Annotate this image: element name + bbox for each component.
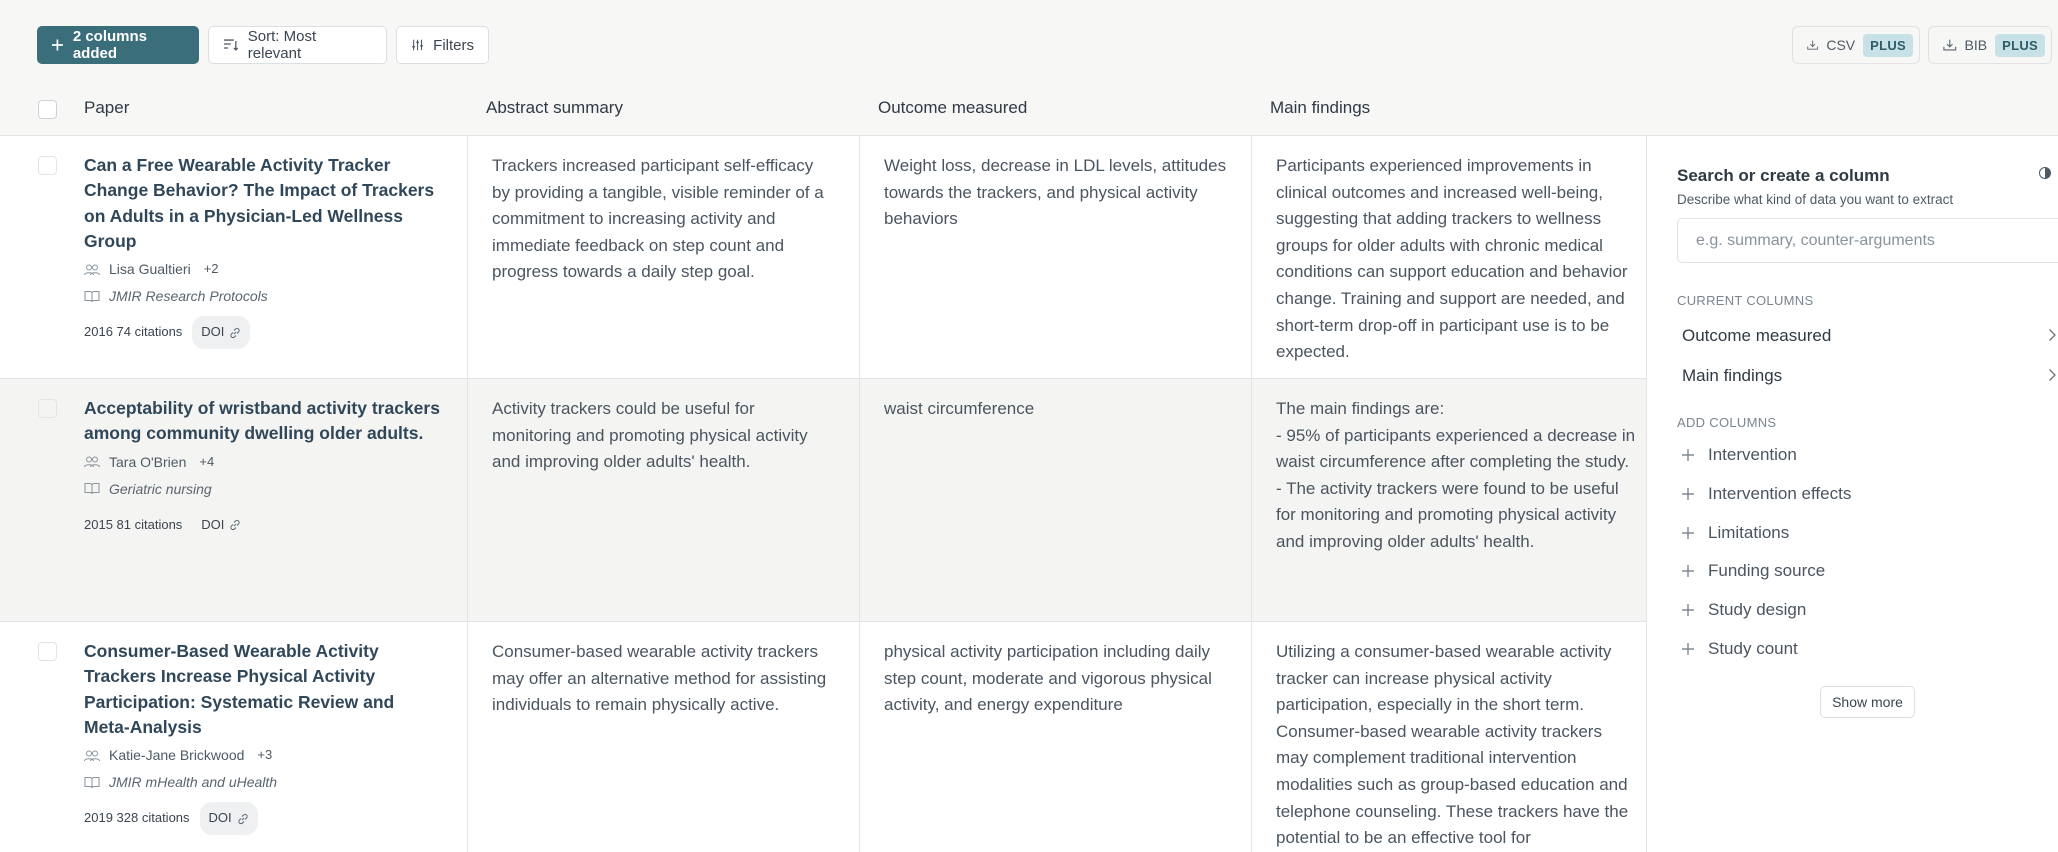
journal-line xyxy=(84,771,443,795)
paper-title-link[interactable]: Can a Free Wearable Activity Tracker Change Behavior? The Impact of Trackers on Adults in a Physician-Led Wellness Group xyxy=(84,155,435,252)
authors-icon xyxy=(84,456,100,468)
add-column-study-design[interactable] xyxy=(1677,594,2058,626)
filters-button[interactable] xyxy=(396,26,489,64)
journal-name: JMIR Research Protocols xyxy=(109,288,268,305)
more-authors-count[interactable]: +2 xyxy=(203,261,219,277)
book-icon xyxy=(84,776,100,789)
paper-title-link[interactable]: Consumer-Based Wearable Activity Trackers Increase Physical Activity Participation: Systematic Review and Meta-Analysis xyxy=(84,641,395,738)
row-checkbox[interactable] xyxy=(38,399,57,418)
link-icon xyxy=(237,813,249,825)
year-citations: 2016 74 citations xyxy=(84,324,183,340)
panel-subtitle: Describe what kind of data you want to extract xyxy=(1677,192,1954,207)
paper-cell xyxy=(0,622,468,852)
filters-label: Filters xyxy=(433,36,474,54)
plus-icon xyxy=(1681,487,1695,501)
chevron-right-icon xyxy=(2048,328,2057,342)
download-icon xyxy=(1943,38,1957,52)
csv-label: CSV xyxy=(1826,37,1856,53)
column-header-findings[interactable]: Main findings xyxy=(1270,98,1371,117)
paper-cell xyxy=(0,136,468,378)
more-authors-count[interactable]: +3 xyxy=(257,747,273,763)
journal-line xyxy=(84,477,443,501)
plus-icon xyxy=(1681,564,1695,578)
column-header-paper[interactable]: Paper xyxy=(84,98,130,117)
doi-link[interactable] xyxy=(192,316,250,349)
add-column-label: Limitations xyxy=(1708,523,1790,542)
plus-icon xyxy=(1681,642,1695,656)
authors-line xyxy=(84,258,443,282)
current-column-outcome[interactable] xyxy=(1677,318,2058,354)
add-column-label: Study design xyxy=(1708,600,1807,619)
doi-label: DOI xyxy=(208,810,232,826)
panel-toggle-icon[interactable] xyxy=(2038,166,2052,185)
abstract-cell: Trackers increased participant self-efficacy by providing a tangible, visible reminder of a commitment to increasing activity and immediate feedback on step count and progress towards a daily step goal. xyxy=(468,136,860,378)
table-row[interactable] xyxy=(0,379,1646,622)
author-name[interactable]: Lisa Gualtieri xyxy=(109,261,191,278)
show-more-button[interactable]: Show more xyxy=(1820,686,1915,718)
plus-icon xyxy=(1681,526,1695,540)
column-header-abstract[interactable]: Abstract summary xyxy=(486,98,623,117)
columns-added-label: 2 columns added xyxy=(72,28,147,62)
doi-label: DOI xyxy=(201,324,225,340)
citation-line xyxy=(84,807,443,831)
current-columns-label: CURRENT COLUMNS xyxy=(1677,293,1814,308)
table-row[interactable] xyxy=(0,136,1646,379)
plus-badge: PLUS xyxy=(1863,34,1913,57)
plus-badge: PLUS xyxy=(1995,34,2045,57)
select-all-checkbox[interactable] xyxy=(38,100,57,119)
add-column-limitations[interactable] xyxy=(1677,517,2058,549)
column-header-outcome[interactable]: Outcome measured xyxy=(878,98,1028,117)
paper-cell xyxy=(0,379,468,621)
add-column-study-count[interactable] xyxy=(1677,633,2058,665)
column-headers xyxy=(0,88,2058,136)
doi-label: DOI xyxy=(201,516,225,532)
citation-line xyxy=(84,321,443,345)
journal-name: Geriatric nursing xyxy=(109,480,212,497)
plus-icon xyxy=(1681,603,1695,617)
link-icon xyxy=(229,327,241,339)
author-name[interactable]: Katie-Jane Brickwood xyxy=(109,747,245,764)
author-name[interactable]: Tara O'Brien xyxy=(109,453,187,470)
add-column-label: Study count xyxy=(1708,639,1798,658)
abstract-cell: Activity trackers could be useful for monitoring and promoting physical activity and improving older adults' health. xyxy=(468,379,860,621)
filter-sliders-icon xyxy=(411,38,424,52)
outcome-cell: physical activity participation including daily step count, moderate and vigorous physical activity, and energy expenditure xyxy=(860,622,1252,852)
results-table xyxy=(0,136,1646,852)
sort-label: Sort: Most relevant xyxy=(247,28,317,62)
paper-title-link[interactable]: Acceptability of wristband activity trackers among community dwelling older adults. xyxy=(84,398,440,444)
outcome-cell: waist circumference xyxy=(860,379,1252,621)
chevron-right-icon xyxy=(2048,368,2057,382)
book-icon xyxy=(84,482,100,495)
columns-added-button[interactable] xyxy=(37,26,199,64)
row-checkbox[interactable] xyxy=(38,642,57,661)
panel-title: Search or create a column xyxy=(1677,166,1890,185)
add-columns-label: ADD COLUMNS xyxy=(1677,415,1777,430)
export-bib-button[interactable] xyxy=(1928,26,2052,64)
year-citations: 2019 328 citations xyxy=(84,810,190,826)
toolbar xyxy=(0,0,2058,88)
authors-line xyxy=(84,744,443,768)
add-column-label: Intervention effects xyxy=(1708,484,1852,503)
findings-cell: Utilizing a consumer-based wearable activity tracker can increase physical activity participation, especially in the short term. Consumer-based wearable activity trackers may complement traditional intervention modalities such as group-based education and telephone counseling. These trackers have the potential to be an effective tool for xyxy=(1276,642,1629,848)
export-csv-button[interactable] xyxy=(1792,26,1920,64)
current-column-label: Main findings xyxy=(1682,366,1783,385)
add-column-funding-source[interactable] xyxy=(1677,555,2058,587)
download-icon xyxy=(1807,38,1818,52)
bib-label: BIB xyxy=(1964,37,1988,53)
plus-icon xyxy=(51,38,64,52)
link-icon xyxy=(229,519,241,531)
plus-icon xyxy=(1681,448,1695,462)
current-column-label: Outcome measured xyxy=(1682,326,1832,345)
more-authors-count[interactable]: +4 xyxy=(199,453,215,469)
authors-line xyxy=(84,450,443,474)
authors-icon xyxy=(84,264,100,276)
table-row[interactable] xyxy=(0,622,1646,852)
outcome-cell: Weight loss, decrease in LDL levels, attitudes towards the trackers, and physical activity behaviors xyxy=(860,136,1252,378)
findings-cell: The main findings are: - 95% of participants experienced a decrease in waist circumference after completing the study. - The activity trackers were found to be useful for monitoring and promoting physical activity and improving older adults' health. xyxy=(1276,399,1636,551)
sort-icon xyxy=(223,38,239,52)
citation-line xyxy=(84,513,443,537)
add-column-intervention[interactable] xyxy=(1677,439,2058,471)
sort-button[interactable] xyxy=(208,26,387,64)
journal-line xyxy=(84,285,443,309)
add-column-label: Funding source xyxy=(1708,561,1826,580)
row-checkbox[interactable] xyxy=(38,156,57,175)
column-search-input[interactable] xyxy=(1677,218,2058,263)
doi-link[interactable] xyxy=(200,802,258,835)
year-citations: 2015 81 citations xyxy=(84,516,183,532)
add-column-intervention-effects[interactable] xyxy=(1677,478,2058,510)
doi-link[interactable] xyxy=(192,509,250,542)
add-column-label: Intervention xyxy=(1708,445,1797,464)
findings-cell: Participants experienced improvements in clinical outcomes and increased well-being, suggesting that adding trackers to wellness groups for older adults with chronic medical conditions can support education and behavior change. Training and support are needed, and short-term drop-off in participant use is to be expected. xyxy=(1276,156,1628,362)
column-panel xyxy=(1646,136,2058,852)
current-column-findings[interactable] xyxy=(1677,358,2058,394)
abstract-cell: Consumer-based wearable activity trackers may offer an alternative method for assisting individuals to remain physically active. xyxy=(468,622,860,852)
journal-name: JMIR mHealth and uHealth xyxy=(109,774,278,791)
authors-icon xyxy=(84,750,100,762)
book-icon xyxy=(84,290,100,303)
